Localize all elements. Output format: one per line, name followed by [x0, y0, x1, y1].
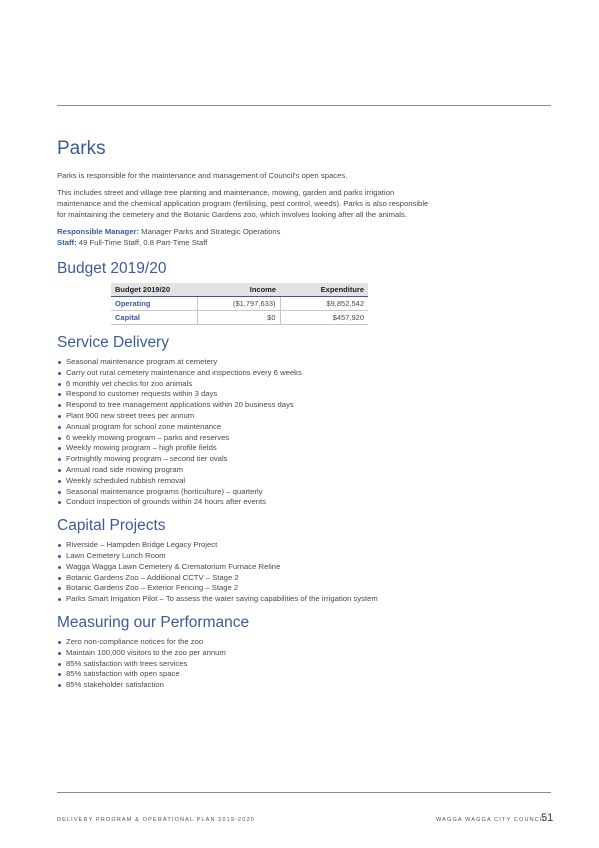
list-item: Botanic Gardens Zoo – Exterior Fencing – Stage 2	[57, 583, 429, 594]
expenditure-col-header: Expenditure	[280, 283, 368, 297]
row-label: Capital	[111, 311, 197, 325]
list-item: 6 monthly vet checks for zoo animals	[57, 379, 429, 390]
list-item: Parks Smart Irrigation Pilot – To assess the water saving capabilities of the irrigation system	[57, 594, 429, 605]
budget-table	[111, 283, 368, 325]
income-col-header: Income	[197, 283, 280, 297]
budget-header-row	[111, 283, 368, 297]
page-title: Parks	[57, 138, 106, 159]
performance-section	[57, 614, 429, 691]
list-item: Botanic Gardens Zoo – Additional CCTV – Stage 2	[57, 573, 429, 584]
list-item: Fortnightly mowing program – second tier ovals	[57, 454, 429, 465]
budget-section	[57, 260, 429, 325]
intro-paragraph: Parks is responsible for the maintenance and management of Council's open spaces.	[57, 171, 348, 180]
list-item: Respond to tree management applications within 20 business days	[57, 400, 429, 411]
row-label: Operating	[111, 297, 197, 311]
staff-label: Staff:	[57, 238, 77, 247]
list-item: Riverside – Hampden Bridge Legacy Project	[57, 540, 429, 551]
manager-value: Manager Parks and Strategic Operations	[139, 227, 281, 236]
list-item: Conduct inspection of grounds within 24 hours after events	[57, 497, 429, 508]
list-item: Weekly mowing program – high profile fields	[57, 443, 429, 454]
list-item: 85% satisfaction with trees services	[57, 659, 429, 670]
capital-projects-section	[57, 517, 429, 605]
list-item: Lawn Cemetery Lunch Room	[57, 551, 429, 562]
list-item: Zero non-compliance notices for the zoo	[57, 637, 429, 648]
capital-projects-heading: Capital Projects	[57, 517, 166, 535]
service-delivery-heading: Service Delivery	[57, 334, 169, 351]
list-item: Wagga Wagga Lawn Cemetery & Crematorium Furnace Reline	[57, 562, 429, 573]
responsible-manager	[57, 226, 429, 237]
budget-heading: Budget 2019/20	[57, 260, 167, 277]
manager-label: Responsible Manager:	[57, 227, 140, 236]
staff-value: 49 Full-Time Staff, 0.8 Part-Time Staff	[76, 238, 208, 247]
table-row	[111, 297, 368, 311]
service-delivery-list	[57, 357, 429, 508]
page-content	[57, 138, 429, 691]
staff-info	[57, 237, 429, 248]
list-item: Annual road side mowing program	[57, 465, 429, 476]
page-number: 51	[541, 812, 554, 824]
footer-rule	[57, 792, 551, 793]
footer-organisation: WAGGA WAGGA CITY COUNCIL	[436, 817, 547, 823]
table-row	[111, 311, 368, 325]
list-item: Respond to customer requests within 3 days	[57, 389, 429, 400]
header-rule	[57, 105, 551, 106]
footer-document-title: DELIVERY PROGRAM & OPERATIONAL PLAN 2019-2020	[57, 817, 255, 823]
list-item: Carry out rural cemetery maintenance and inspections every 6 weeks	[57, 368, 429, 379]
list-item: Annual program for school zone maintenance	[57, 422, 429, 433]
list-item: 85% satisfaction with open space	[57, 669, 429, 680]
income-cell: $0	[197, 311, 280, 325]
income-cell: ($1,797,633)	[197, 297, 280, 311]
list-item: 6 weekly mowing program – parks and reserves	[57, 433, 429, 444]
performance-list	[57, 637, 429, 691]
capital-projects-list	[57, 540, 429, 605]
service-delivery-section	[57, 334, 429, 508]
list-item: Maintain 100,000 visitors to the zoo per annum	[57, 648, 429, 659]
list-item: Weekly scheduled rubbish removal	[57, 476, 429, 487]
list-item: 85% stakeholder satisfaction	[57, 680, 429, 691]
list-item: Seasonal maintenance program at cemetery	[57, 357, 429, 368]
expenditure-cell: $457,920	[280, 311, 368, 325]
budget-col-header: Budget 2019/20	[111, 283, 197, 297]
performance-heading: Measuring our Performance	[57, 613, 250, 631]
list-item: Seasonal maintenance programs (horticulture) – quarterly	[57, 487, 429, 498]
expenditure-cell: $9,852,542	[280, 297, 368, 311]
description-paragraph: This includes street and village tree planting and maintenance, mowing, garden and parks irrigation maintenance and the chemical application program (fertilising, pest control, weeds). Parks is also responsible for maintaining the cemetery and the Botanic Gardens zoo, which involves looking after all the animals.	[57, 188, 429, 219]
list-item: Plant 900 new street trees per annum	[57, 411, 429, 422]
